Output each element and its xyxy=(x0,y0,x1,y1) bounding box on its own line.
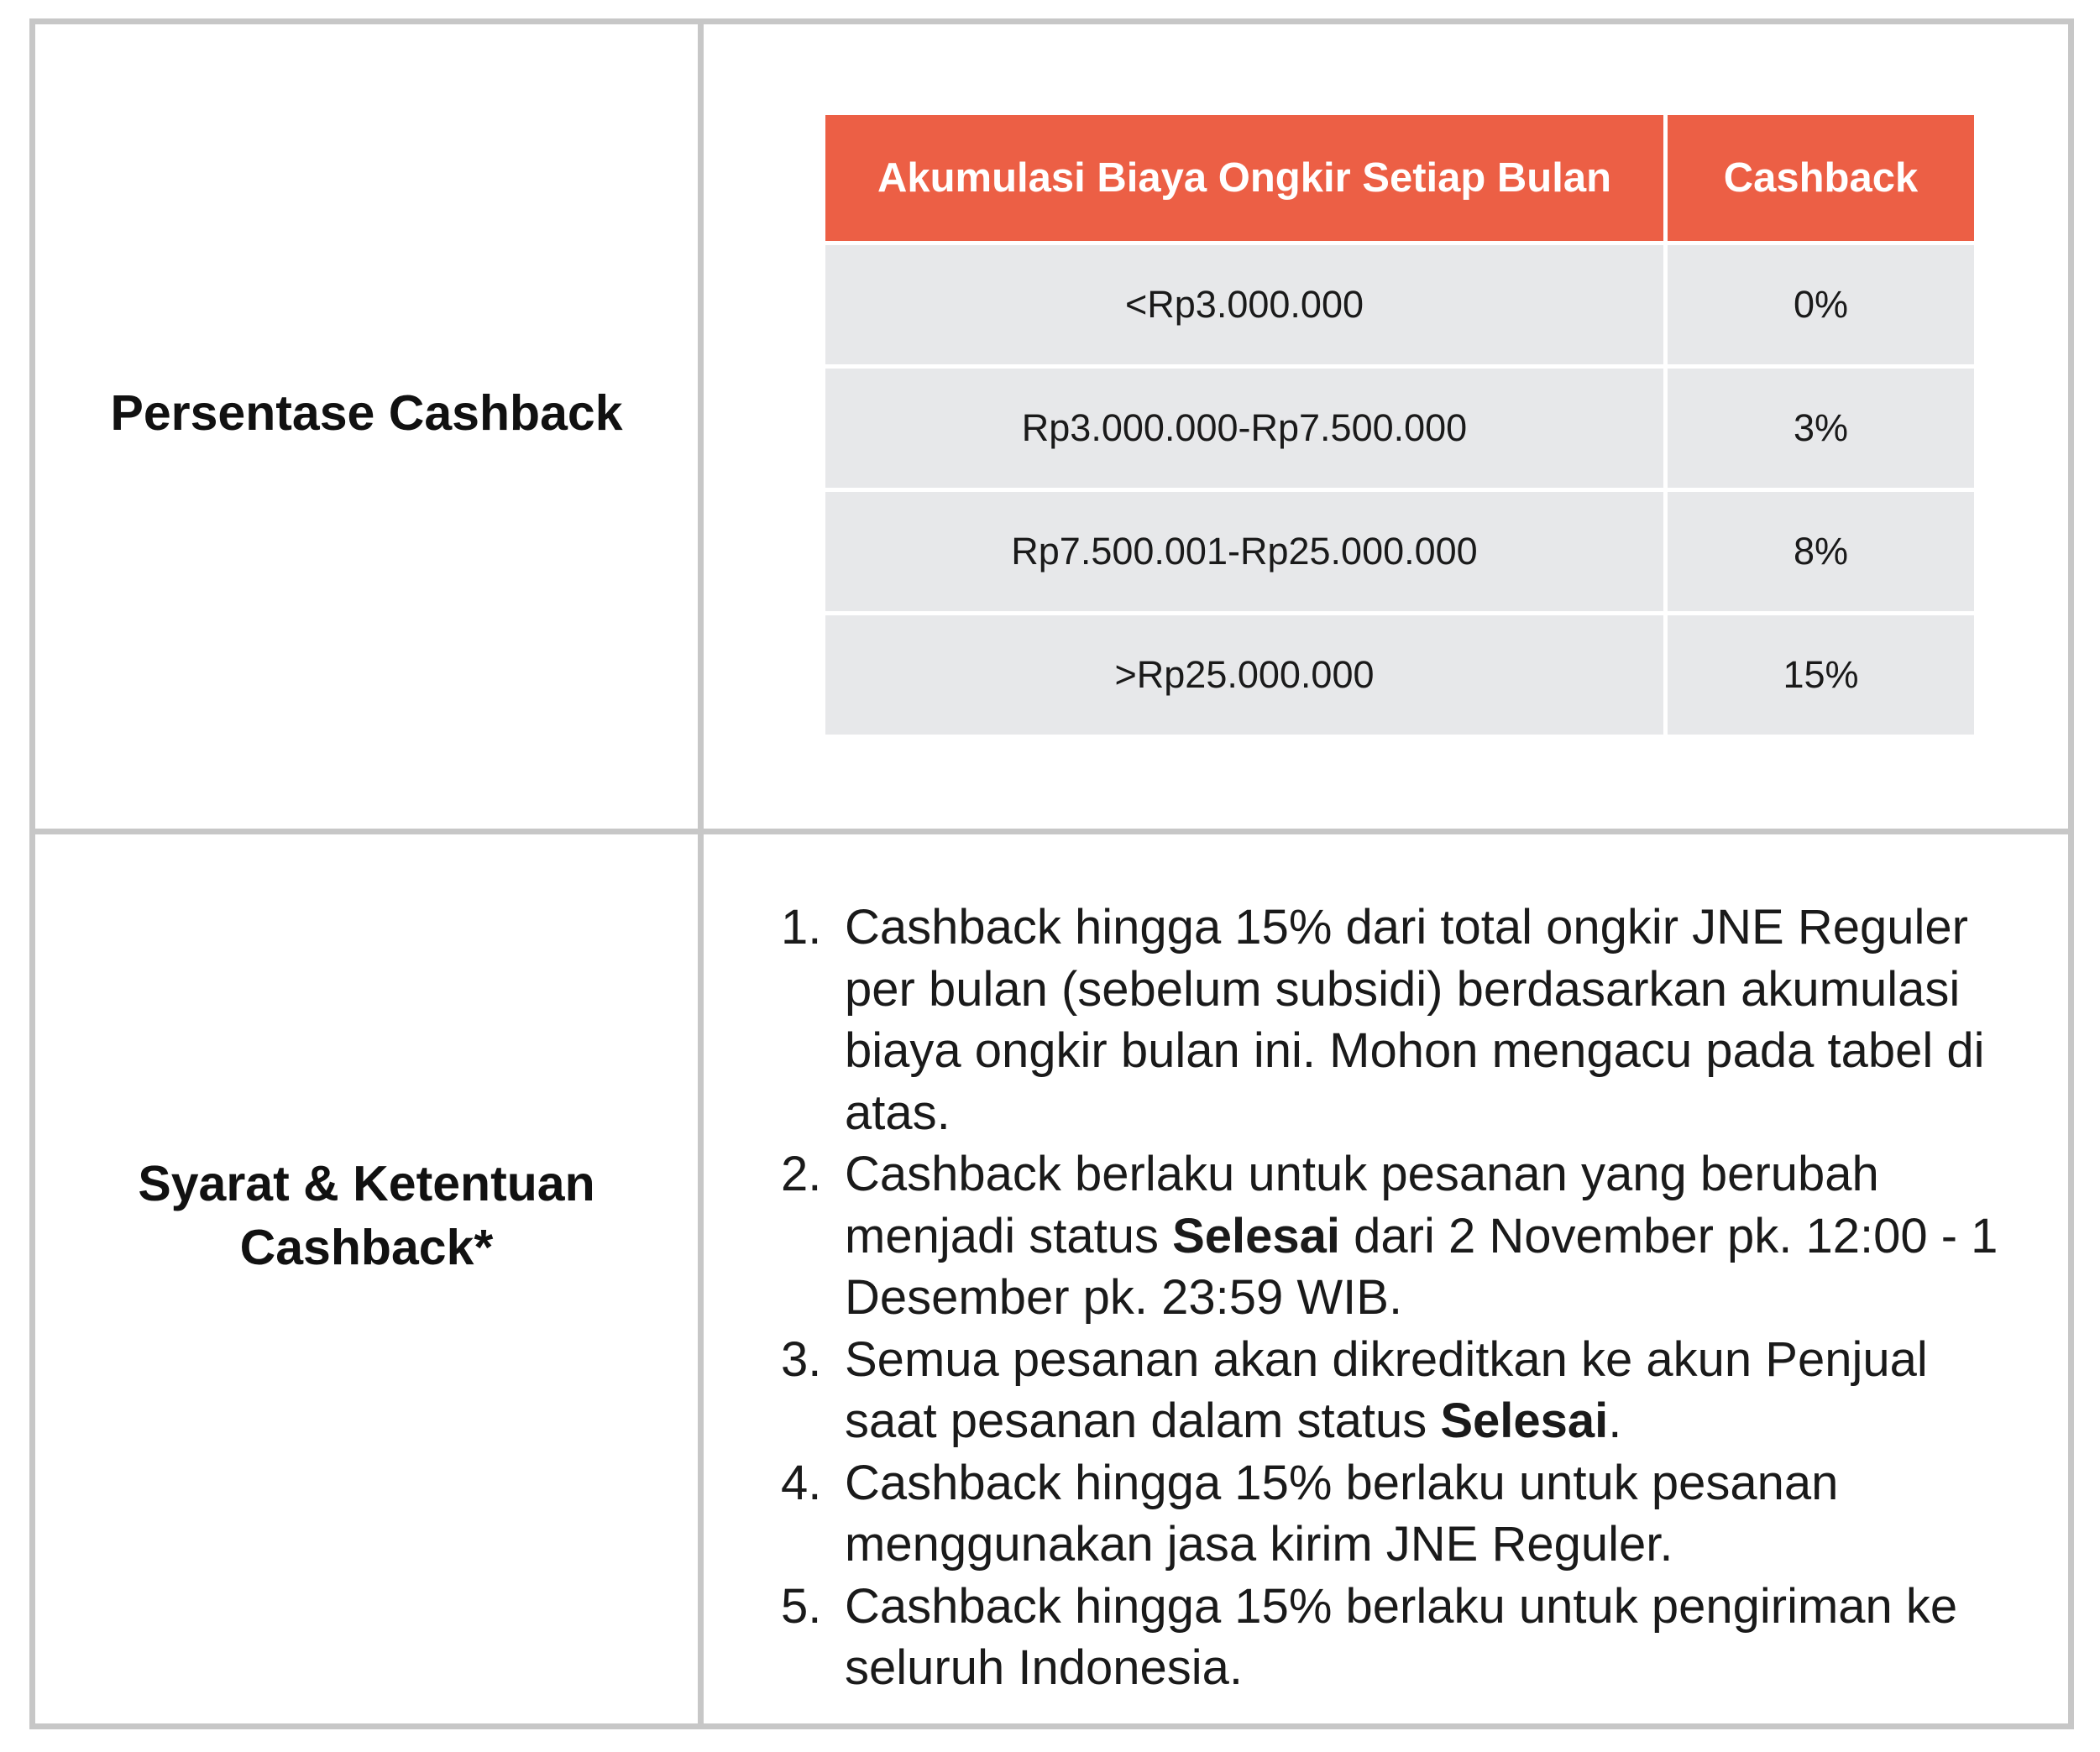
cell-range: <Rp3.000.000 xyxy=(825,241,1668,364)
item-text: Cashback hingga 15% berlaku untuk pesanan menggunakan jasa kirim JNE Reguler. xyxy=(845,1455,1839,1572)
item-text: Cashback hingga 15% dari total ongkir JNE Reguler per bulan (sebelum subsidi) berdasarkan akumulasi biaya ongkir bulan ini. Mohon mengacu pada tabel di atas. xyxy=(845,900,1985,1140)
item-text: dari 2 November pk. 12:00 - 1 Desember pk. 23:59 WIB. xyxy=(845,1208,1998,1325)
item-number: 4. xyxy=(781,1455,822,1510)
cell-percent: 3% xyxy=(1668,364,1974,488)
cell-percent: 0% xyxy=(1668,241,1974,364)
terms-list xyxy=(772,897,2007,1699)
list-item xyxy=(772,1143,2007,1329)
cell-percent: 15% xyxy=(1668,611,1974,735)
terms-label-line: Syarat & Ketentuan xyxy=(138,1156,595,1211)
table-row xyxy=(825,611,1974,735)
item-text: . xyxy=(1608,1394,1622,1448)
cashback-percentage-label: Persentase Cashback xyxy=(110,385,623,441)
header-cashback: Cashback xyxy=(1668,115,1974,241)
row-divider xyxy=(29,829,2074,834)
list-item xyxy=(772,1576,2007,1699)
table-header-row xyxy=(825,115,1974,241)
item-number: 1. xyxy=(781,900,822,954)
cell-range: >Rp25.000.000 xyxy=(825,611,1668,735)
column-divider xyxy=(698,18,704,1729)
terms-label xyxy=(35,1152,698,1279)
status-emphasis: Selesai xyxy=(1440,1394,1609,1448)
item-number: 2. xyxy=(781,1147,822,1201)
item-text: Cashback hingga 15% berlaku untuk pengiriman ke seluruh Indonesia. xyxy=(845,1578,1958,1695)
status-emphasis: Selesai xyxy=(1172,1208,1341,1263)
item-number: 5. xyxy=(781,1578,822,1634)
cashback-table xyxy=(825,115,1974,735)
item-text: Cashback berlaku untuk pesanan yang berubah menjadi status xyxy=(845,1147,1879,1263)
table-row xyxy=(825,364,1974,488)
item-text: Semua pesanan akan dikreditkan ke akun Penjual saat pesanan dalam status xyxy=(845,1331,1928,1448)
terms-label-line: Cashback* xyxy=(239,1220,494,1275)
table-row xyxy=(825,241,1974,364)
header-accumulation: Akumulasi Biaya Ongkir Setiap Bulan xyxy=(825,115,1668,241)
item-number: 3. xyxy=(781,1331,822,1387)
table-row xyxy=(825,488,1974,611)
cell-percent: 8% xyxy=(1668,488,1974,611)
list-item xyxy=(772,1329,2007,1452)
list-item xyxy=(772,1452,2007,1576)
cell-range: Rp7.500.001-Rp25.000.000 xyxy=(825,488,1668,611)
list-item xyxy=(772,897,2007,1143)
cell-range: Rp3.000.000-Rp7.500.000 xyxy=(825,364,1668,488)
